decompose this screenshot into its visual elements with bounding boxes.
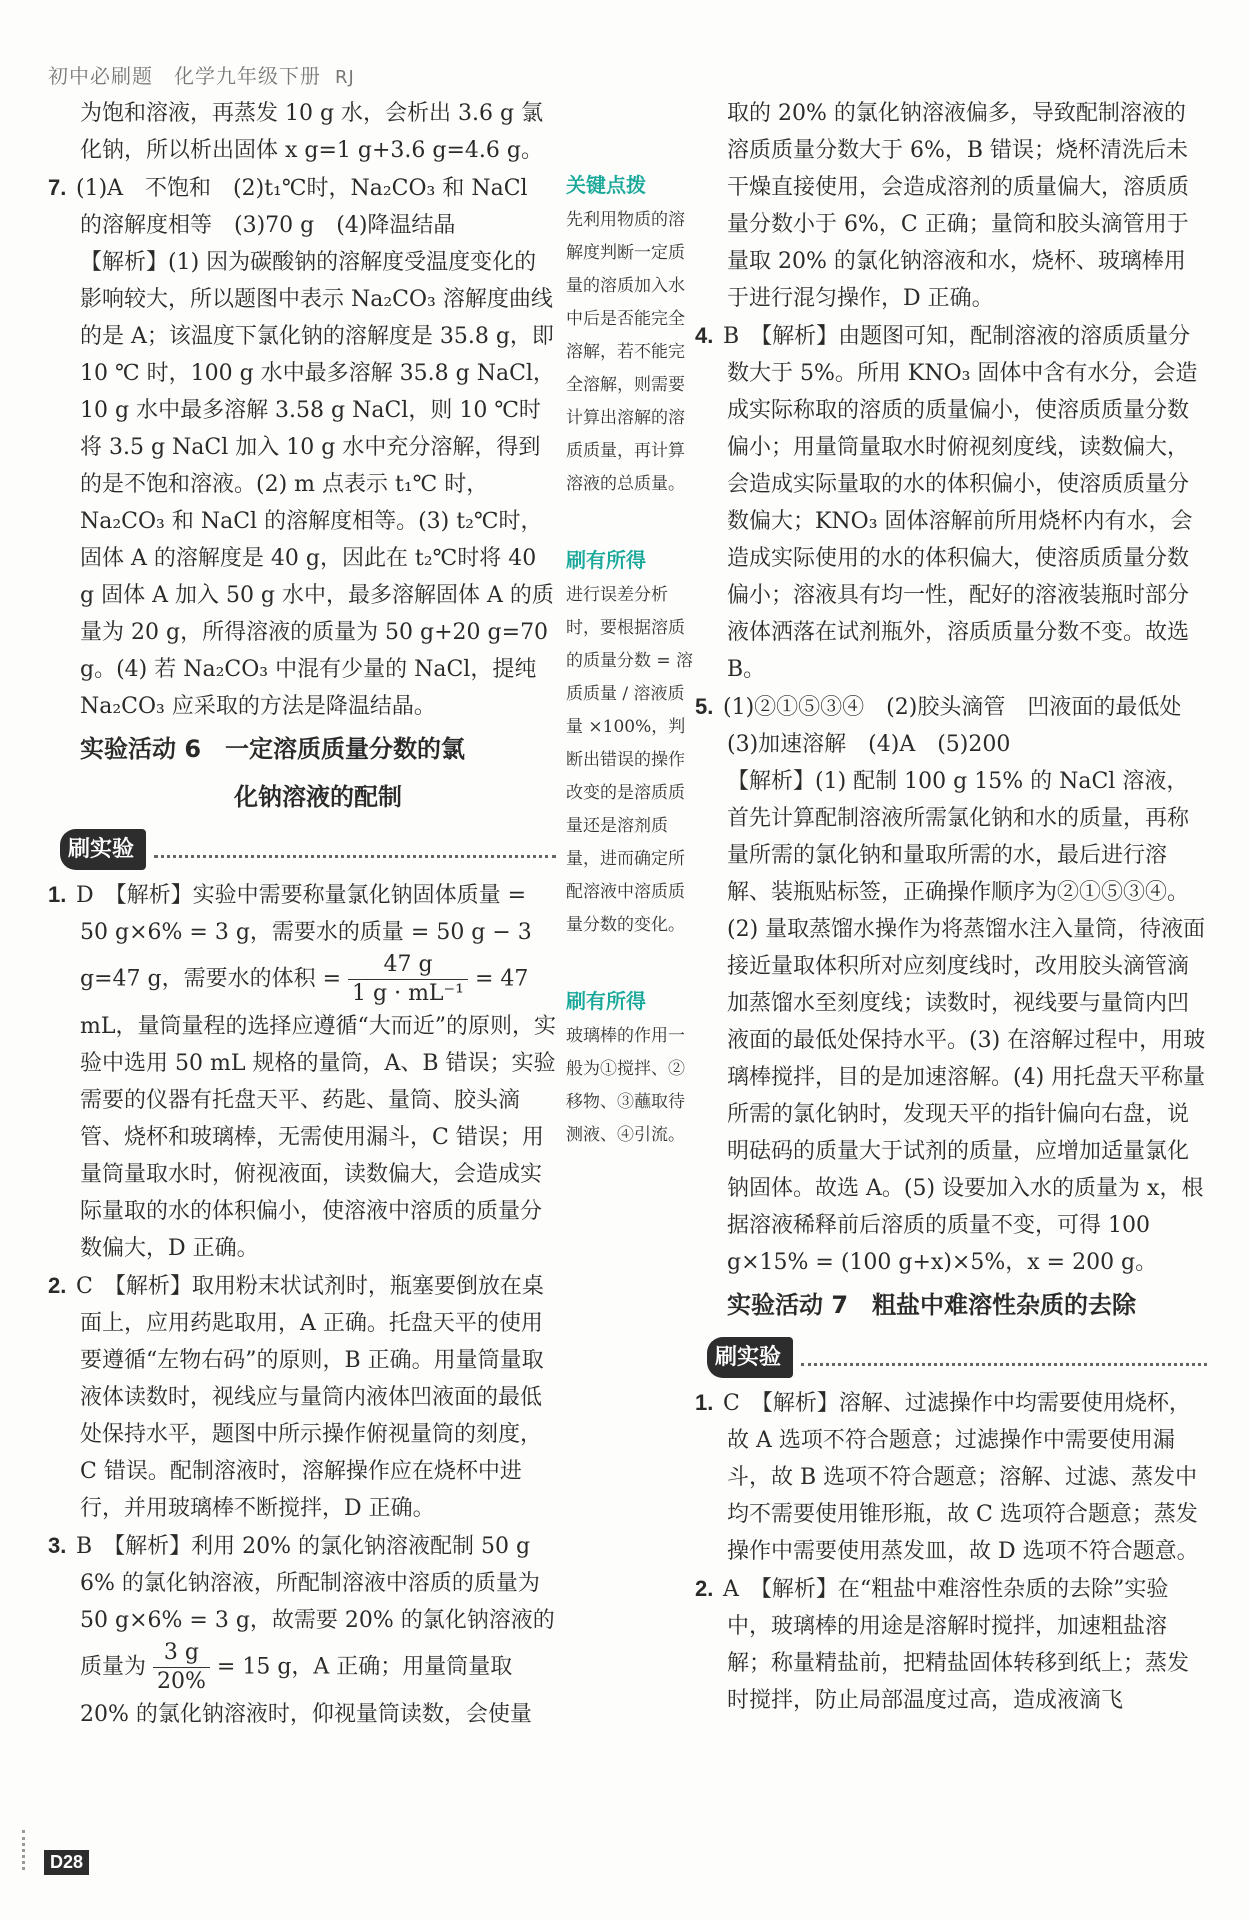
- tip-heading: 刷有所得: [566, 548, 646, 572]
- question-number: 4.: [695, 323, 714, 348]
- question-text: D 【解析】实验中需要称量氯化钠固体质量 = 50 g×6% = 3 g，需要水的质量 = 50 g − 3 g=47 g，需要水的体积 =: [76, 883, 532, 992]
- section-title: 实验活动 6 一定溶质质量分数的氯: [80, 735, 466, 763]
- tip-heading: 刷有所得: [566, 989, 646, 1013]
- book-title: 初中必刷题 化学九年级下册: [48, 64, 321, 88]
- section-title-line2: 化钠溶液的配制: [234, 783, 402, 811]
- fraction: [153, 1639, 210, 1696]
- tip-body: 玻璃棒的作用一般为①搅拌、②移物、③蘸取待测液、④引流。: [566, 1026, 685, 1145]
- ribbon-label: 刷实验: [60, 829, 146, 870]
- question-number: 7.: [48, 175, 67, 200]
- question-2: [48, 1267, 556, 1527]
- question-text: B 【解析】利用 20% 的氯化钠溶液配制 50 g 6% 的氯化钠溶液，所配制溶液中溶质的质量为 50 g×6% = 3 g，故需要 20% 的氯化钠溶液的质量为: [76, 1534, 555, 1680]
- question-7-analysis: 【解析】(1) 因为碳酸钠的溶解度受温度变化的影响较大，所以题图中表示 Na₂CO₃ 溶解度曲线的是 A；该温度下氯化钠的溶解度是 35.8 g，即 10 ℃ 时，100 g 水中最多溶解 35.8 g NaCl，10 g 水中最多溶解 3.58 g NaCl，则 10 ℃时将 3.5 g NaCl 加入 10 g 水中充分溶解，得到的是不饱和溶液。(2) m 点表示 t₁℃ 时，Na₂CO₃ 和 NaCl 的溶解度相等。(3) t₂℃时，固体 A 的溶解度是 40 g，因此在 t₂℃时将 40 g 固体 A 加入 50 g 水中，最多溶解固体 A 的质量为 20 g，所得溶液的质量为 50 g+20 g=70 g。(4) 若 Na₂CO₃ 中混有少量的 NaCl，提纯 Na₂CO₃ 应采取的方法是降温结晶。: [80, 250, 555, 719]
- question-number: 3.: [48, 1533, 67, 1558]
- running-header: [48, 60, 355, 89]
- question-text: A 【解析】在“粗盐中难溶性杂质的去除”实验中，玻璃棒的用途是溶解时搅拌，加速粗盐溶解；称量精盐前，把精盐固体转移到纸上；蒸发时搅拌，防止局部温度过高，造成液滴飞: [723, 1577, 1190, 1713]
- numerator: 47 g: [348, 951, 468, 980]
- question-4: [695, 317, 1207, 688]
- left-column: [48, 95, 556, 1733]
- numerator: 3 g: [153, 1639, 210, 1668]
- question-1: [48, 876, 556, 1267]
- question-5-analysis: 【解析】(1) 配制 100 g 15% 的 NaCl 溶液，首先计算配制溶液所需氯化钠和水的质量，再称量所需的氯化钠和量取所需的水，最后进行溶解、装瓶贴标签，正确操作顺序为②①⑤③④。(2) 量取蒸馏水操作为将蒸馏水注入量筒，待液面接近量取体积所对应刻度线时，改用胶头滴管滴加蒸馏水至刻度线；读数时，视线要与量筒内凹液面的最低处保持水平。(3) 在溶解过程中，用玻璃棒搅拌，目的是加速溶解。(4) 用托盘天平称量所需的氯化钠时，发现天平的指针偏向右盘，说明砝码的质量大于试剂的质量，应增加适量氯化钠固体。故选 A。(5) 设要加入水的质量为 x，根据溶液稀释前后溶质的质量不变，可得 100 g×15% = (100 g+x)×5%，x = 200 g。: [727, 769, 1206, 1275]
- practice-ribbon: [707, 1337, 1207, 1378]
- question-answer: (1)A 不饱和 (2)t₁℃时，Na₂CO₃ 和 NaCl 的溶解度相等 (3)70 g (4)降温结晶: [76, 176, 528, 238]
- ribbon-divider: [801, 1349, 1207, 1366]
- question-number: 2.: [48, 1273, 67, 1298]
- practice-ribbon: [60, 829, 556, 870]
- continuation-paragraph: 取的 20% 的氯化钠溶液偏多，导致配制溶液的溶质质量分数大于 6%，B 错误；烧杯清洗后未干燥直接使用，会造成溶剂的质量偏大，溶质质量分数小于 6%，C 正确；量筒和胶头滴管用于量取 20% 的氯化钠溶液和水，烧杯、玻璃棒用于进行混匀操作，D 正确。: [727, 101, 1190, 311]
- question-text: B 【解析】由题图可知，配制溶液的溶质质量分数大于 5%。所用 KNO₃ 固体中含有水分，会造成实际称取的溶质的质量偏小，使溶质质量分数偏小；用量筒量取水时俯视刻度线，读数偏大，会造成实际量取的水的体积偏小，使溶质质量分数偏大；KNO₃ 固体溶解前所用烧杯内有水，会造成实际使用的水的体积偏大，使溶质质量分数偏小；溶液具有均一性，配好的溶液装瓶时部分液体洒落在试剂瓶外，溶质质量分数不变。故选 B。: [723, 324, 1198, 682]
- question-text-cont: = 47 mL，量筒量程的选择应遵循“大而近”的原则，实验中选用 50 mL 规格的量筒，A、B 错误；实验需要的仪器有托盘天平、药匙、量筒、胶头滴管、烧杯和玻璃棒，无需使用漏斗，C 错误；用量筒量取水时，俯视液面，读数偏大，会造成实际量取的水的体积偏小，使溶液中溶质的质量分数偏大，D 正确。: [80, 966, 556, 1261]
- question-text: C 【解析】溶解、过滤操作中均需要使用烧杯，故 A 选项不符合题意；过滤操作中需要使用漏斗，故 B 选项不符合题意；溶解、过滤、蒸发中均不需要使用锥形瓶，故 C 选项符合题意；蒸发操作中需要使用蒸发皿，故 D 选项不符合题意。: [723, 1391, 1199, 1564]
- question-text-cont: = 15 g，A 正确；用量筒量取 20% 的氯化钠溶液时，仰视量筒读数，会使量: [80, 1654, 532, 1727]
- question-7: [48, 169, 556, 244]
- page-number: D28: [44, 1850, 89, 1875]
- denominator: 1 g · mL⁻¹: [352, 981, 464, 1006]
- page-corner-dots: [22, 1830, 45, 1870]
- tip-box: [566, 170, 696, 501]
- ribbon-divider: [154, 841, 556, 858]
- question-text: C 【解析】取用粉末状试剂时，瓶塞要倒放在桌面上，应用药匙取用，A 正确。托盘天平的使用要遵循“左物右码”的原则，B 正确。用量筒量取液体读数时，视线应与量筒内液体凹液面的最低处保持水平，题图中所示操作俯视量筒的刻度，C 错误。配制溶液时，溶解操作应在烧杯中进行，并用玻璃棒不断搅拌，D 正确。: [76, 1274, 544, 1521]
- section-title: 实验活动 7 粗盐中难溶性杂质的去除: [727, 1291, 1137, 1319]
- ribbon-label: 刷实验: [707, 1337, 793, 1378]
- question-2: [695, 1570, 1207, 1719]
- fraction: [348, 951, 468, 1008]
- denominator: 20%: [157, 1669, 206, 1694]
- margin-column: [566, 170, 696, 1196]
- tip-box: [566, 545, 696, 942]
- tip-body: 先利用物质的溶解度判断一定质量的溶质加入水中后是否能完全溶解，若不能完全溶解，则需要计算出溶解的溶质质量，再计算溶液的总质量。: [566, 210, 685, 494]
- right-column: [695, 95, 1207, 1719]
- tip-heading: 关键点拨: [566, 173, 646, 197]
- question-number: 1.: [48, 882, 67, 907]
- question-number: 2.: [695, 1576, 714, 1601]
- tip-box: [566, 986, 696, 1152]
- edition-label: RJ: [335, 67, 355, 88]
- tip-body: 进行误差分析时，要根据溶质的质量分数 = 溶质质量 / 溶液质量 ×100%，判断出错误的操作改变的是溶质质量还是溶剂质量，进而确定所配溶液中溶质质量分数的变化。: [566, 585, 694, 935]
- question-number: 5.: [695, 694, 714, 719]
- question-5: [695, 688, 1207, 763]
- question-3: [48, 1527, 556, 1733]
- question-1: [695, 1384, 1207, 1570]
- intro-paragraph: 为饱和溶液，再蒸发 10 g 水，会析出 3.6 g 氯化钠，所以析出固体 x g=1 g+3.6 g=4.6 g。: [80, 101, 544, 163]
- question-answer: (1)②①⑤③④ (2)胶头滴管 凹液面的最低处 (3)加速溶解 (4)A (5)200: [723, 695, 1204, 757]
- question-number: 1.: [695, 1390, 714, 1415]
